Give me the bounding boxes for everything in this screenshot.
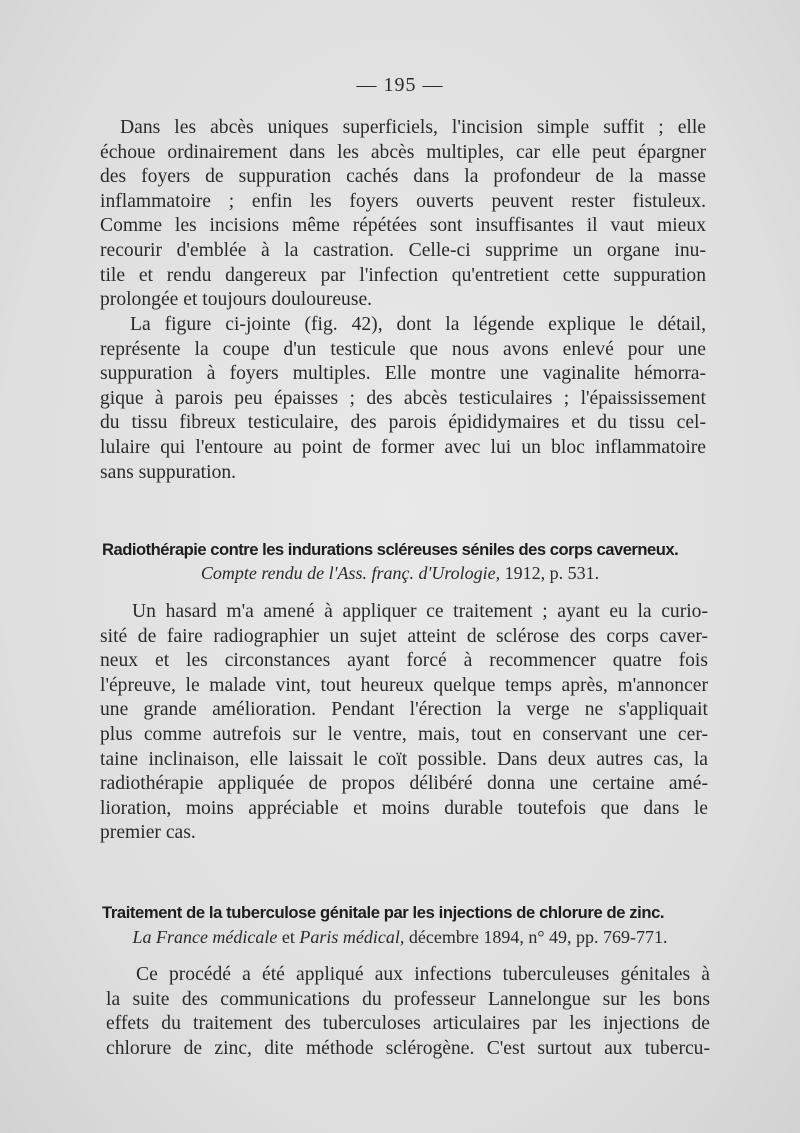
- text-line: La figure ci-jointe (fig. 42), dont la légende explique le détail,: [130, 314, 706, 335]
- text-line: effets du traitement des tuberculoses articulaires par les injections de: [106, 1013, 710, 1035]
- citation-source: Compte rendu de l'Ass. franç. d'Urologie,: [200, 563, 501, 583]
- text-line: lioration, moins appréciable et moins durable toutefois que dans le: [100, 797, 708, 819]
- text-line: Un hasard m'a amené à appliquer ce traitement ; ayant eu la curio-: [132, 601, 708, 622]
- citation-conjunction: et: [277, 927, 300, 947]
- text-line: premier cas.: [100, 822, 196, 844]
- section-heading-tuberculose: Traitement de la tuberculose génitale par les injections de chlorure de zinc.: [102, 903, 665, 922]
- paragraph-tuberculose: [106, 963, 710, 1061]
- text-line: recourir d'emblée à la castration. Celle-ci supprime un organe inu-: [100, 239, 706, 261]
- section-heading-radiotherapie: Radiothérapie contre les indurations scléreuses séniles des corps caverneux.: [102, 540, 679, 559]
- text-line: prolongée et toujours douloureuse.: [100, 289, 373, 311]
- text-line: suppuration à foyers multiples. Elle montre une vaginalite hémorra-: [100, 363, 706, 385]
- text-line: la suite des communications du professeur Lannelongue sur les bons: [106, 988, 710, 1010]
- text-line: Ce procédé a été appliqué aux infections tuberculeuses génitales à: [136, 964, 710, 985]
- text-line: échoue ordinairement dans les abcès multiples, car elle peut épargner: [100, 141, 706, 163]
- text-line: neux et les circonstances ayant forcé à recommencer quatre fois: [100, 650, 708, 672]
- citation-details: décembre 1894, n° 49, pp. 769-771.: [404, 927, 668, 947]
- text-line: chlorure de zinc, dite méthode sclérogène. C'est surtout aux tubercu-: [106, 1037, 710, 1059]
- text-line: taine inclinaison, elle laissait le coït possible. Dans deux autres cas, la: [100, 748, 708, 770]
- text-line: représente la coupe d'un testicule que nous avons enlevé pour une: [100, 338, 706, 360]
- text-line: sité de faire radiographier un sujet atteint de sclérose des corps caver-: [100, 625, 708, 647]
- paragraph-figure: [100, 313, 706, 485]
- paragraph-radiotherapie: [100, 600, 708, 846]
- text-line: lulaire qui l'entoure au point de former avec lui un bloc inflammatoire: [100, 436, 706, 458]
- paragraph-abces: [100, 116, 706, 313]
- text-line: du tissu fibreux testiculaire, des parois épididymaires et du tissu cel-: [100, 412, 706, 434]
- text-line: tile et rendu dangereux par l'infection qu'entretient cette suppuration: [100, 264, 706, 286]
- citation-source: La France médicale: [132, 927, 278, 947]
- text-line: gique à parois peu épaisses ; des abcès testiculaires ; l'épaississement: [100, 387, 706, 409]
- citation-tuberculose: [0, 926, 800, 948]
- text-line: plus comme autrefois sur le ventre, mais, tout en conservant une cer-: [100, 723, 708, 745]
- page-number: — 195 —: [356, 74, 444, 96]
- text-line: une grande amélioration. Pendant l'érection la verge ne s'appliquait: [100, 699, 708, 721]
- text-line: Dans les abcès uniques superficiels, l'incision simple suffit ; elle: [120, 117, 706, 138]
- citation-radiotherapie: [0, 562, 800, 584]
- citation-details: 1912, p. 531.: [500, 563, 600, 583]
- text-line: des foyers de suppuration cachés dans la profondeur de la masse: [100, 166, 706, 188]
- text-line: Comme les incisions même répétées sont insuffisantes il vaut mieux: [100, 215, 706, 237]
- text-line: sans suppuration.: [100, 461, 237, 483]
- text-line: l'épreuve, le malade vint, tout heureux quelque temps après, m'annoncer: [100, 674, 708, 696]
- citation-source: Paris médical,: [299, 927, 405, 947]
- text-line: radiothérapie appliquée de propos délibéré donna une certaine amé-: [100, 773, 708, 795]
- text-line: inflammatoire ; enfin les foyers ouverts peuvent rester fistuleux.: [100, 190, 706, 212]
